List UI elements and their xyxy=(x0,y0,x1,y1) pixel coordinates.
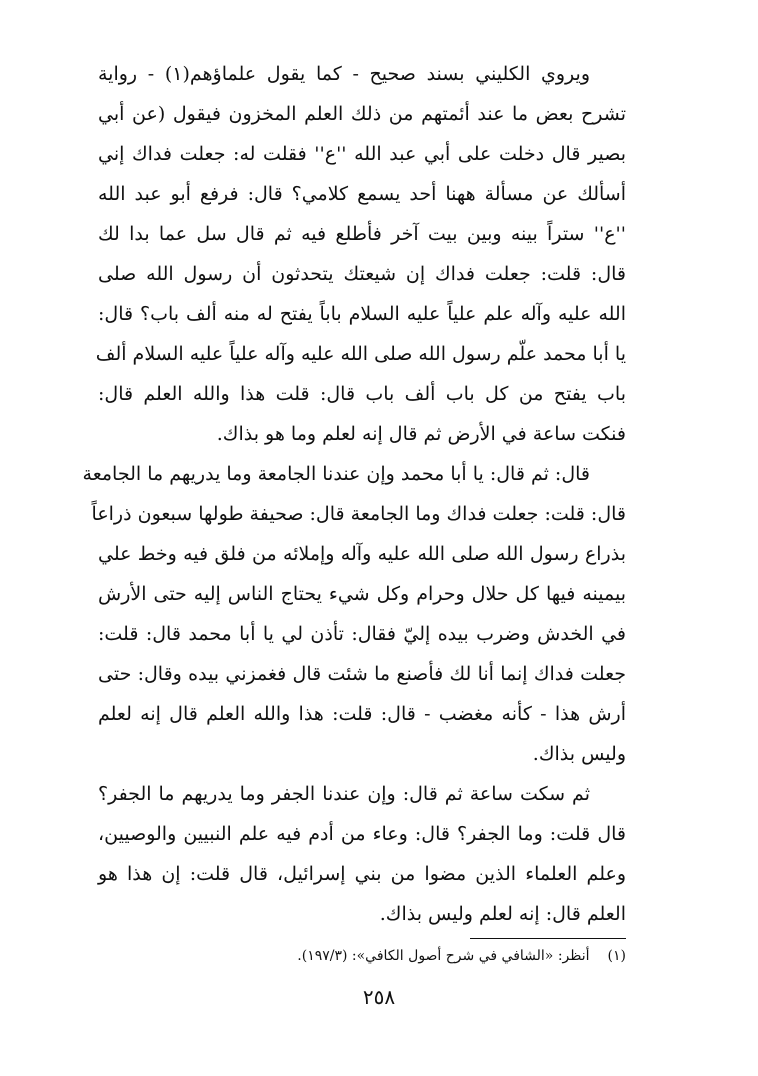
page-number: ٢٥٨ xyxy=(362,985,396,1009)
text-line: أرش هذا - كأنه مغضب - قال: قلت: هذا والله العلم قال إنه لعلم xyxy=(98,703,626,725)
text-line: قال قلت: وما الجفر؟ قال: وعاء من أدم فيه علم النبيين والوصيين، xyxy=(98,823,626,845)
text-line: الله عليه وآله علم علياً عليه السلام باباً يفتح له منه ألف باب؟ قال: xyxy=(98,303,626,325)
text-line: بيمينه فيها كل حلال وحرام وكل شيء يحتاج الناس إليه حتى الأرش xyxy=(98,583,626,605)
text-line: ثم سكت ساعة ثم قال: وإن عندنا الجفر وما يدريهم ما الجفر؟ xyxy=(98,783,590,805)
text-line: بذراع رسول الله صلى الله عليه وآله وإملائه من فلق فيه وخط علي xyxy=(98,543,626,565)
text-line: ويروي الكليني بسند صحيح - كما يقول علماؤهم(١) - رواية xyxy=(98,63,590,85)
footnote xyxy=(297,944,626,968)
text-line: تشرح بعض ما عند أئمتهم من ذلك العلم المخزون فيقول (عن أبي xyxy=(98,103,626,125)
paragraph-2 xyxy=(82,454,626,774)
text-line: أسألك عن مسألة ههنا أحد يسمع كلامي؟ قال: فرفع أبو عبد الله xyxy=(98,183,626,205)
text-line: يا أبا محمد علّم رسول الله صلى الله عليه وآله علياً عليه السلام ألف xyxy=(95,343,626,365)
text-line: قال: ثم قال: يا أبا محمد وإن عندنا الجامعة وما يدريهم ما الجامعة xyxy=(82,463,590,485)
footnote-divider xyxy=(470,938,626,939)
text-line: في الخدش وضرب بيده إليّ فقال: تأذن لي يا أبا محمد قال: قلت: xyxy=(98,623,626,645)
footnote-text: أنظر: «الشافي في شرح أصول الكافي»: (١٩٧/٣). xyxy=(297,948,590,964)
text-line: جعلت فداك إنما أنا لك فأصنع ما شئت قال فغمزني بيده وقال: حتى xyxy=(98,663,626,685)
text-line: العلم قال: إنه لعلم وليس بذاك. xyxy=(379,903,626,925)
paragraph-3 xyxy=(98,774,626,934)
text-line: بصير قال دخلت على أبي عبد الله ''ع'' فقلت له: جعلت فداك إني xyxy=(98,143,626,165)
text-line: فنكت ساعة في الأرض ثم قال إنه لعلم وما هو بذاك. xyxy=(216,423,626,445)
text-line: قال: قلت: جعلت فداك إن شيعتك يتحدثون أن رسول الله صلى xyxy=(98,263,626,285)
paragraph-1 xyxy=(95,54,626,454)
text-line: وليس بذاك. xyxy=(532,743,626,765)
footnote-number: (١) xyxy=(607,948,626,964)
text-line: باب يفتح من كل باب ألف باب قال: قلت هذا والله العلم قال: xyxy=(98,383,626,405)
text-line: وعلم العلماء الذين مضوا من بني إسرائيل، قال قلت: إن هذا هو xyxy=(98,863,626,885)
text-line: قال: قلت: جعلت فداك وما الجامعة قال: صحيفة طولها سبعون ذراعاً xyxy=(91,503,626,525)
text-line: ''ع'' ستراً بينه وبين بيت آخر فأطلع فيه ثم قال سل عما بدا لك xyxy=(98,223,626,245)
